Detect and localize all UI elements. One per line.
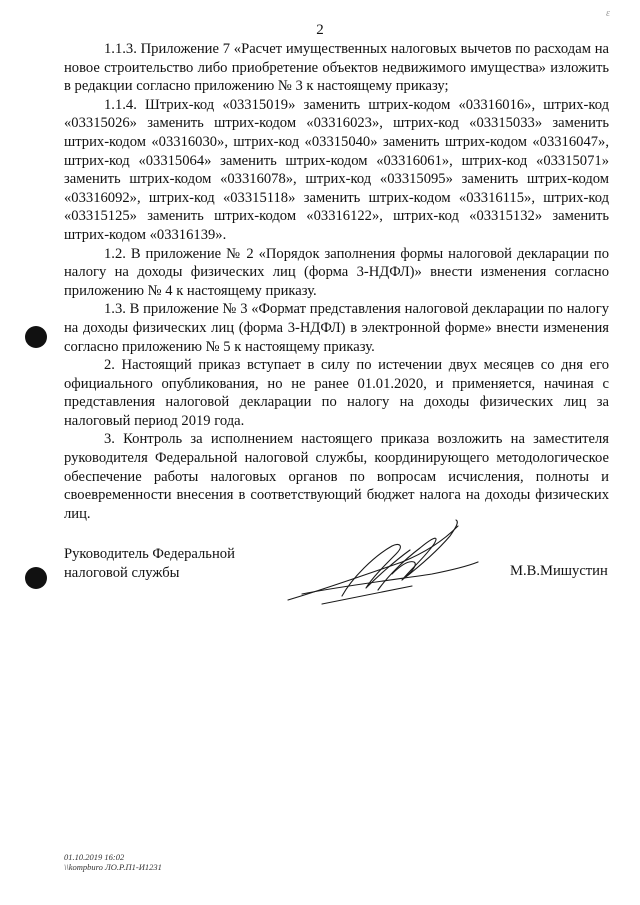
signer-title-line-2: налоговой службы	[64, 565, 180, 581]
footer-path: \\kompburo ЛО.Р.П1-И1231	[64, 862, 162, 872]
paragraph-1-2: 1.2. В приложение № 2 «Порядок заполнения формы налоговой декларации по налогу на доходы физических лиц (форма 3-НДФЛ)» внести изменения согласно приложению № 4 к настоящему приказу.	[64, 245, 609, 299]
paragraph-2: 2. Настоящий приказ вступает в силу по истечении двух месяцев со дня его официального опубликования, но не ранее 01.01.2020, и применяется, начиная с представления налоговой декларации по налогу на доходы физических лиц за налоговый период 2019 года.	[64, 357, 609, 429]
signer-name: М.В.Мишустин	[510, 563, 608, 579]
paragraph-1-1-4: 1.1.4. Штрих-код «03315019» заменить штрих-кодом «03316016», штрих-код «03315026» заменить штрих-кодом «03316023», штрих-код «03315033» заменить штрих-кодом «03316030», штрих-код «03315040» заменить штрих-кодом «03316047», штрих-код «03315064» заменить штрих-кодом «03316061», штрих-код «03315071» заменить штрих-кодом «03316078», штрих-код «03315095» заменить штрих-кодом «03316092», штрих-код «03315118» заменить штрих-кодом «03316115», штрих-код «03315125» заменить штрих-кодом «03316122», штрих-код «03315132» заменить штрих-кодом «03316139».	[64, 96, 609, 243]
signer-title-line-1: Руководитель Федеральной	[64, 546, 235, 562]
punch-hole-top	[25, 326, 47, 348]
paragraph-1-3: 1.3. В приложение № 3 «Формат представления налоговой декларации по налогу на доходы физических лиц (форма 3-НДФЛ) в электронной форме» внести изменения согласно приложению № 5 к настоящему приказу.	[64, 301, 609, 355]
footer-timestamp: 01.10.2019 16:02	[64, 852, 125, 862]
paragraph-1-1-3: 1.1.3. Приложение 7 «Расчет имущественных налоговых вычетов по расходам на новое строительство либо приобретение объектов недвижимого имущества» изложить в редакции согласно приложению № 3 к настоящему приказу;	[64, 41, 609, 95]
paragraph-3: 3. Контроль за исполнением настоящего приказа возложить на заместителя руководителя Федеральной налоговой службы, координирующего методологическое обеспечение работы налоговых органов по вопросам исчисления, полноты и своевременности внесения в соответствующий бюджет налога на доходы физических лиц.	[64, 431, 609, 522]
corner-mark: ε	[606, 8, 610, 19]
footer-stamp	[64, 852, 162, 872]
signer-title	[64, 545, 235, 583]
document-body	[64, 40, 609, 523]
handwritten-signature	[282, 516, 482, 608]
punch-hole-bottom	[25, 567, 47, 589]
page-number: 2	[316, 22, 324, 38]
